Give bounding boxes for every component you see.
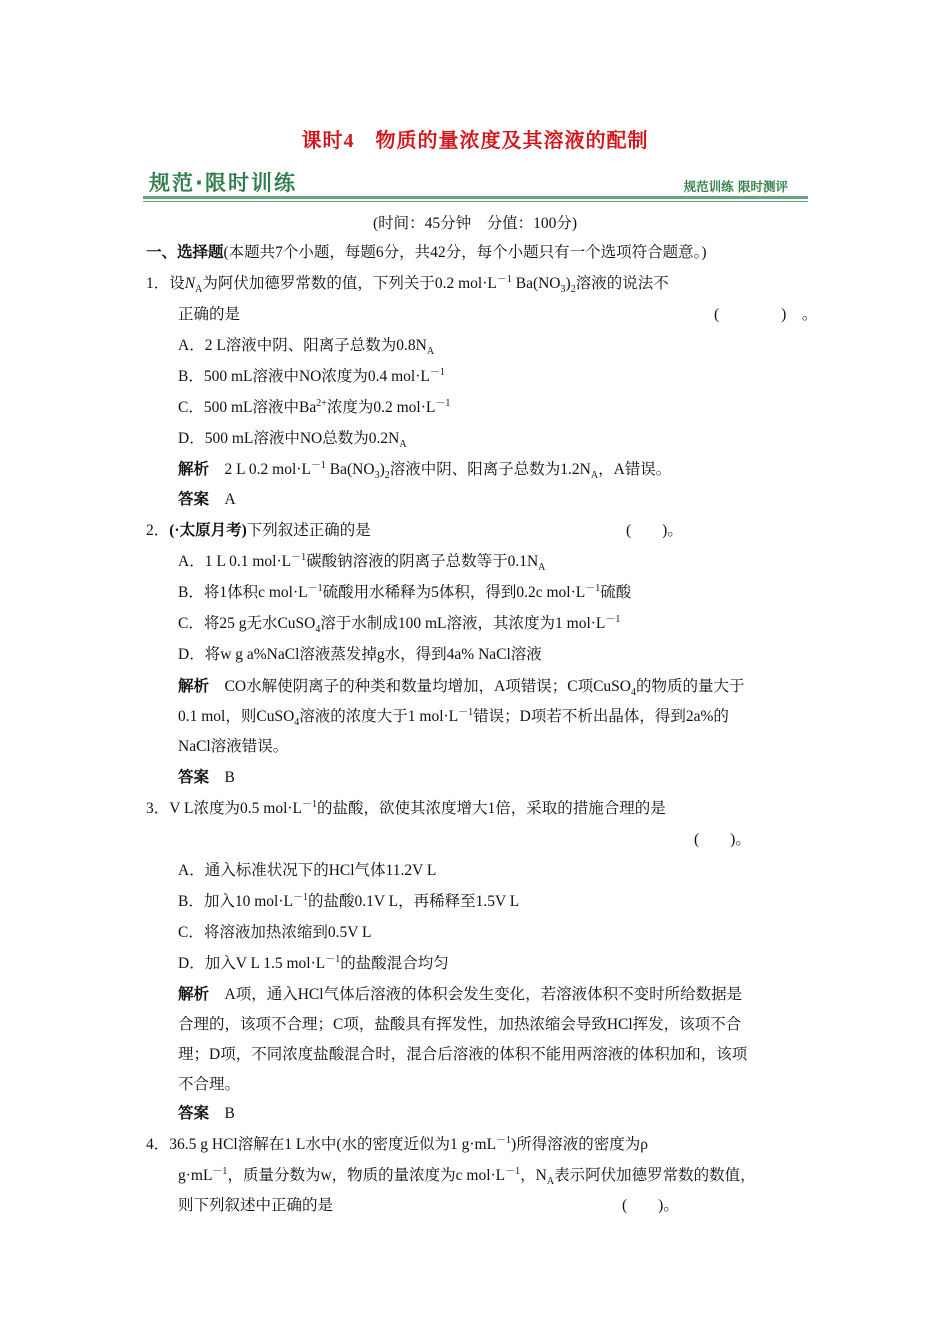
time-info: (时间：45分钟 分值：100分) [372, 215, 578, 232]
q3-option-d: D．加入V L 1.5 $mol\cdot L^{-1}$的盐酸混合均匀 [178, 953, 449, 972]
q1-stem-line2: 正确的是 [178, 306, 241, 323]
q1-option-c: C．500 mL溶液中$Ba^{2+}$浓度为0.2 $mol\cdot L^{-1}$ [178, 397, 451, 416]
q2-option-d: D．将w g a%NaCl溶液蒸发掉g水，得到4a% NaCl溶液 [178, 646, 542, 663]
q1-answer-blank: ( ) 。 [714, 306, 818, 323]
q3-stem: 3．V L浓度为0.5 $mol\cdot L^{-1}$的盐酸，欲使其浓度增大1倍，采取的措施合理的是 [146, 798, 666, 817]
q2-option-b: B．将1体积c $mol\cdot L^{-1}$硫酸用水稀释为5体积，得到0.2c $mol\cdot L^{-1}$硫酸 [178, 582, 632, 601]
q4-answer-blank: ( )。 [622, 1197, 679, 1214]
page-title: 课时4 物质的量浓度及其溶液的配制 [301, 130, 649, 152]
q3-answer: 答案 B [178, 1105, 235, 1122]
q3-analysis-line2: 合理的，该项不合理；C项，盐酸具有挥发性，加热浓缩会导致HCl挥发，该项不合 [178, 1016, 742, 1033]
q1-option-a: A．2 L溶液中阴、阳离子总数为$0.8N_A$ [178, 337, 435, 358]
banner-rule [143, 196, 808, 199]
section-header: 一、选择题(本题共7个小题，每题6分，共42分，每个小题只有一个选项符合题意。) [146, 244, 707, 261]
banner-rule-thin [143, 201, 808, 202]
q3-analysis-line3: 理；D项，不同浓度盐酸混合时，混合后溶液的体积不能用两溶液的体积加和，该项 [178, 1046, 748, 1063]
q1-answer: 答案 A [178, 491, 236, 508]
q1-option-d: D．500 mL溶液中NO总数为$0.2N_A$ [178, 430, 407, 451]
q2-stem: 2．(·太原月考)下列叙述正确的是 [146, 522, 371, 539]
q4-stem-line3: 则下列叙述中正确的是 [178, 1197, 334, 1214]
q3-analysis-line4: 不合理。 [178, 1076, 241, 1093]
banner-left: 规范·限时训练 [149, 171, 297, 195]
banner-right: 规范训练 限时测评 [683, 179, 788, 194]
q3-option-a: A．通入标准状况下的HCl气体11.2V L [178, 862, 437, 879]
q4-stem-line2: $g\cdot mL^{-1}$，质量分数为w，物质的量浓度为c $mol\cdot L^{-1}$，$N_A$表示阿伏加德罗常数的数值， [178, 1165, 756, 1188]
q1-analysis: 解析 2 L 0.2 $mol\cdot L^{-1}$ $Ba(NO_3)_2$溶液中阴、阳离子总数为$1.2N_A$，A错误。 [178, 459, 672, 482]
q3-analysis-line1: 解析 A项，通入HCl气体后溶液的体积会发生变化，若溶液体积不变时所给数据是 [178, 986, 743, 1003]
q3-option-b: B．加入10 $mol\cdot L^{-1}$的盐酸0.1V L，再稀释至1.5V L [178, 891, 520, 910]
q3-answer-blank: ( )。 [694, 831, 751, 848]
q4-stem: 4．36.5 g HCl溶解在1 L水中(水的密度近似为1 $g\cdot mL^{-1}$)所得溶液的密度为ρ [146, 1134, 648, 1153]
q2-analysis-line2: 0.1 mol，则CuSO$_4$溶液的浓度大于1 $mol\cdot L^{-1}$错误；D项若不析出晶体，得到2a%的 [178, 706, 729, 729]
q2-option-c: C．将25 g无水CuSO$_4$溶于水制成100 mL溶液，其浓度为1 $mol\cdot L^{-1}$ [178, 613, 621, 636]
section-banner [143, 165, 808, 203]
q1-option-b: B．500 mL溶液中NO浓度为0.4 $mol\cdot L^{-1}$ [178, 366, 445, 385]
q1-stem: 1．设$N_A$为阿伏加德罗常数的值，下列关于0.2 $mol\cdot L^{-1}$ $Ba(NO_3)_2$溶液的说法不 [146, 273, 669, 296]
q3-option-c: C．将溶液加热浓缩到0.5V L [178, 924, 372, 941]
q2-analysis-line3: NaCl溶液错误。 [178, 738, 289, 755]
q2-option-a: A．1 L 0.1 $mol\cdot L^{-1}$碳酸钠溶液的阴离子总数等于$0.1N_A$ [178, 551, 546, 574]
q2-analysis-line1: 解析 CO水解使阴离子的种类和数量均增加，A项错误；C项CuSO$_4$的物质的量大于 [178, 678, 745, 699]
q2-answer-blank: ( )。 [626, 522, 683, 539]
q2-answer: 答案 B [178, 769, 235, 786]
